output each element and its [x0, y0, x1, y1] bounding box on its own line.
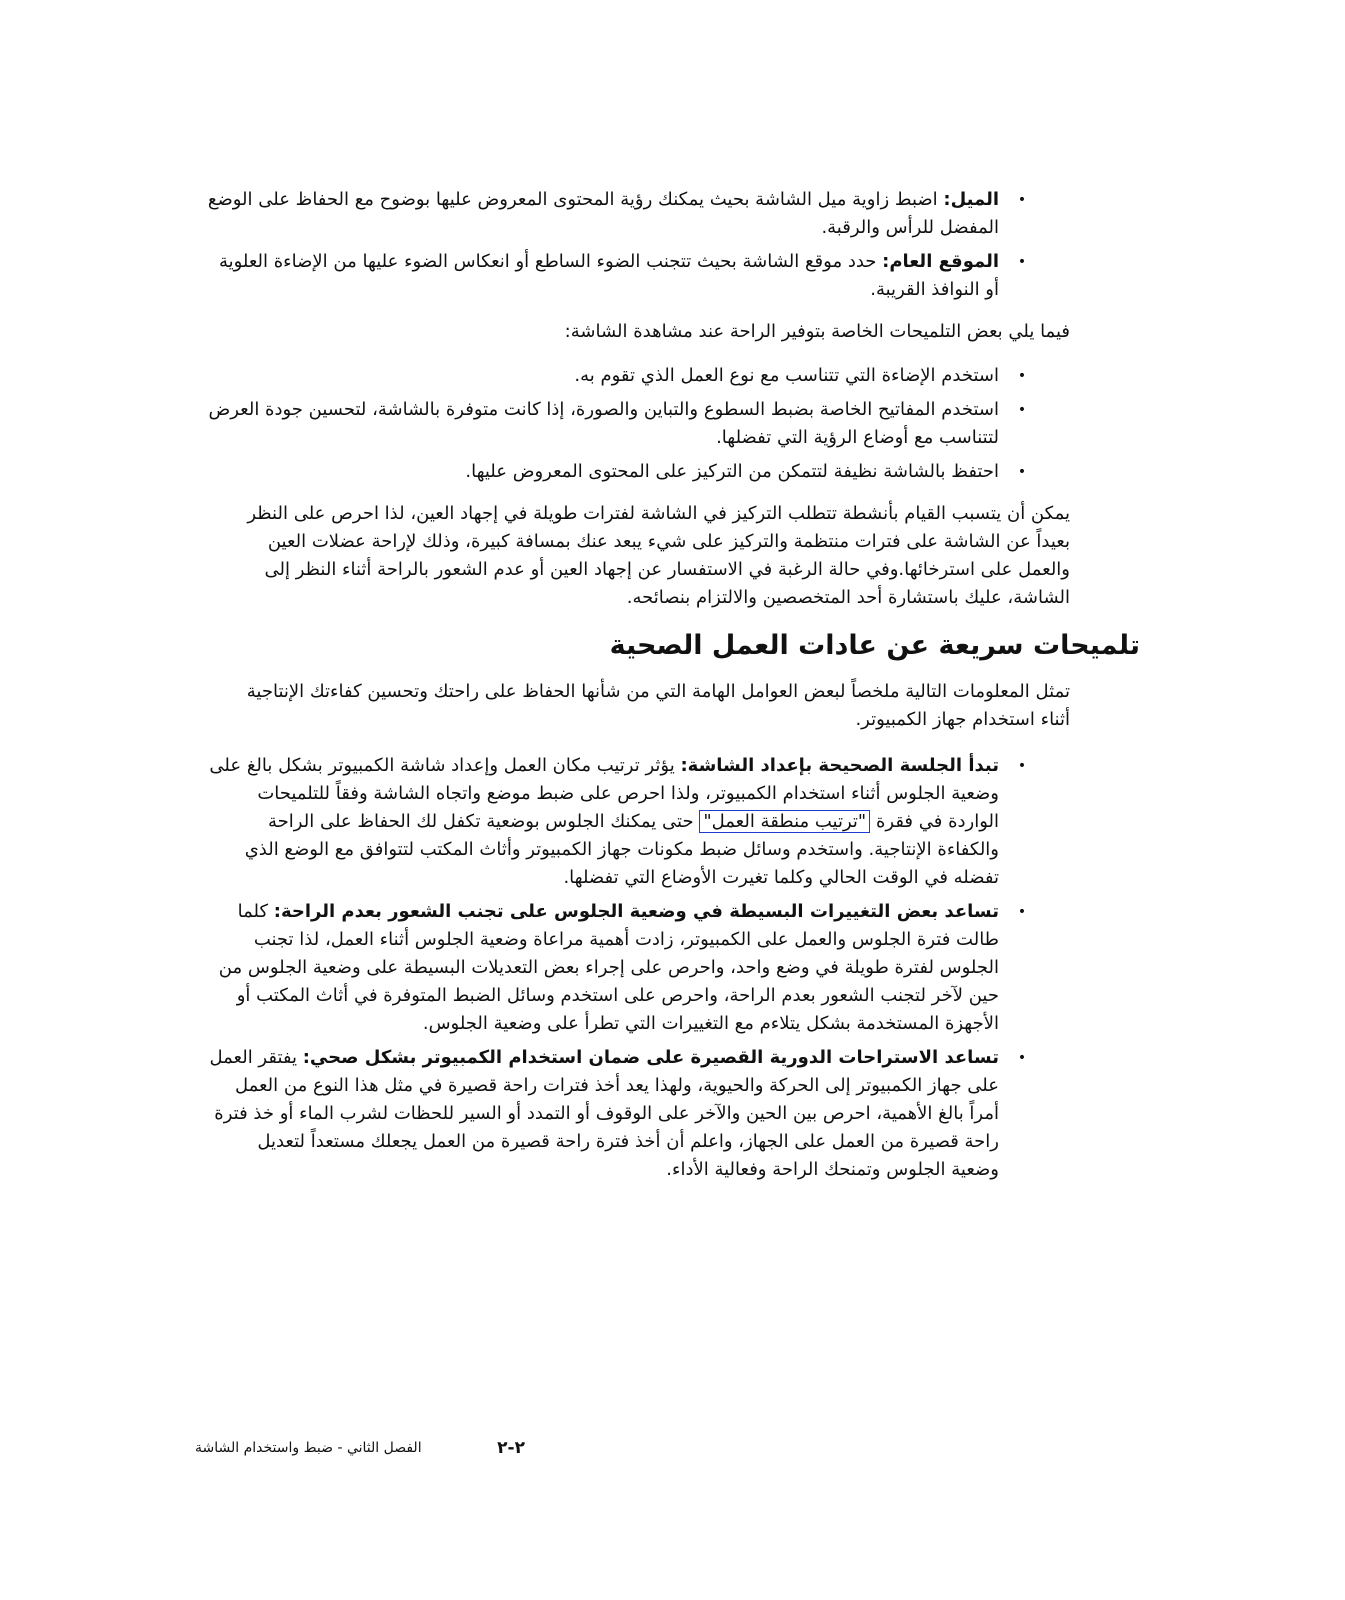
list-item — [205, 396, 1035, 452]
bullet-text-continued: حتى يمكنك الجلوس بوضعية تكفل لك الحفاظ على الراحة والكفاءة الإنتاجية. واستخدم وسائل ضبط مكونات جهاز الكمبيوتر وأثاث المكتب لتتوافق مع الوضع الذي تفضله في الوقت الحالي وكلما تغيرت الأوضاع التي تفضلها. — [244, 811, 999, 888]
list-item — [205, 458, 1035, 486]
eye-strain-paragraph — [240, 500, 1070, 618]
eye-strain-text: يمكن أن يتسبب القيام بأنشطة تتطلب التركيز في الشاشة لفترات طويلة في إجهاد العين، لذا احرص على النظر بعيداً عن الشاشة على فترات منتظمة والتركيز على شيء يبعد عنك بمسافة كبيرة، وذلك لإراحة عضلات العين والعمل على استرخائها.وفي حالة الرغبة في الاستفسار عن إجهاد العين أو عدم الشعور بالراحة أثناء النظر إلى الشاشة، عليك باستشارة أحد المتخصصين والالتزام بنصائحه. — [247, 503, 1070, 608]
screen-adjust-list — [205, 186, 1035, 310]
bullet-text: استخدم الإضاءة التي تتناسب مع نوع العمل الذي تقوم به. — [574, 365, 999, 386]
section-heading: تلميحات سريعة عن عادات العمل الصحية — [609, 630, 1140, 661]
bullet-text: اضبط زاوية ميل الشاشة بحيث يمكنك رؤية المحتوى المعروض عليها بوضوح مع الحفاظ على الوضع المفضل للرأس والرقبة. — [207, 189, 999, 238]
list-item — [205, 186, 1035, 242]
bullet-text: كلما طالت فترة الجلوس والعمل على الكمبيوتر، زادت أهمية مراعاة وضعية الجلوس أثناء العمل، لذا تجنب الجلوس لفترة طويلة في وضع واحد، واحرص على إجراء بعض التعديلات البسيطة على وضعية الجلوس من حين لآخر لتجنب الشعور بعدم الراحة، واحرص على استخدم وسائل الضبط المتوفرة في أثاث المكتب أو الأجهزة المستخدمة بشكل يتلاءم مع التغييرات التي تطرأ على وضعية الجلوس. — [218, 901, 999, 1034]
bullet-icon: • — [1017, 192, 1027, 208]
bullet-term: تساعد بعض التغييرات البسيطة في وضعية الجلوس على تجنب الشعور بعدم الراحة: — [273, 901, 999, 922]
comfort-intro — [200, 318, 1070, 352]
bullet-icon: • — [1017, 758, 1027, 774]
page-footer — [195, 1437, 525, 1459]
bullet-text: يؤثر ترتيب مكان العمل وإعداد شاشة الكمبيوتر بشكل بالغ على وضعية الجلوس أثناء استخدام الكمبيوتر، ولذا احرص على ضبط موضع واتجاه الشاشة وفقاً للتلميحات الواردة في فقرة — [209, 755, 999, 832]
list-item — [205, 898, 1035, 1038]
comfort-list — [205, 362, 1035, 492]
comfort-intro-text: فيما يلي بعض التلميحات الخاصة بتوفير الراحة عند مشاهدة الشاشة: — [564, 321, 1070, 342]
bullet-term: تساعد الاستراحات الدورية القصيرة على ضمان استخدام الكمبيوتر بشكل صحي: — [302, 1047, 999, 1068]
bullet-text: حدد موقع الشاشة بحيث تتجنب الضوء الساطع أو انعكاس الضوء عليها من الإضاءة العلوية أو النوافذ القريبة. — [218, 251, 999, 300]
section-intro — [240, 678, 1070, 740]
bullet-icon: • — [1017, 1050, 1027, 1066]
cross-reference-link[interactable]: "ترتيب منطقة العمل" — [699, 810, 870, 833]
footer-chapter-title: الفصل الثاني - ضبط واستخدام الشاشة — [195, 1440, 422, 1456]
list-item — [205, 1044, 1035, 1184]
section-intro-text: تمثل المعلومات التالية ملخصاً لبعض العوامل الهامة التي من شأنها الحفاظ على راحتك وتحسين كفاءتك الإنتاجية أثناء استخدام جهاز الكمبيوتر. — [246, 681, 1070, 730]
bullet-icon: • — [1017, 464, 1027, 480]
bullet-icon: • — [1017, 402, 1027, 418]
bullet-icon: • — [1017, 904, 1027, 920]
bullet-text: احتفظ بالشاشة نظيفة لتتمكن من التركيز على المحتوى المعروض عليها. — [465, 461, 999, 482]
bullet-term: الميل: — [943, 189, 999, 210]
bullet-icon: • — [1017, 254, 1027, 270]
bullet-icon: • — [1017, 368, 1027, 384]
bullet-text: استخدم المفاتيح الخاصة بضبط السطوع والتباين والصورة، إذا كانت متوفرة بالشاشة، لتحسين جودة العرض لتتناسب مع أوضاع الرؤية التي تفضلها. — [208, 399, 999, 448]
bullet-term: الموقع العام: — [882, 251, 999, 272]
list-item — [205, 752, 1035, 892]
habits-list — [205, 752, 1035, 1190]
list-item — [205, 248, 1035, 304]
page-number: ٢-٢ — [497, 1438, 525, 1458]
bullet-text: يفتقر العمل على جهاز الكمبيوتر إلى الحركة والحيوية، ولهذا يعد أخذ فترات راحة قصيرة في مثل هذا النوع من العمل أمراً بالغ الأهمية، احرص بين الحين والآخر على الوقوف أو التمدد أو السير للحظات لشرب الماء أو خذ فترة راحة قصيرة من العمل على الجهاز، واعلم أن أخذ فترة راحة قصيرة من العمل يجعلك مستعداً لتعديل وضعية الجلوس وتمنحك الراحة وفعالية الأداء. — [209, 1047, 999, 1180]
bullet-term: تبدأ الجلسة الصحيحة بإعداد الشاشة: — [680, 755, 999, 776]
list-item — [205, 362, 1035, 390]
